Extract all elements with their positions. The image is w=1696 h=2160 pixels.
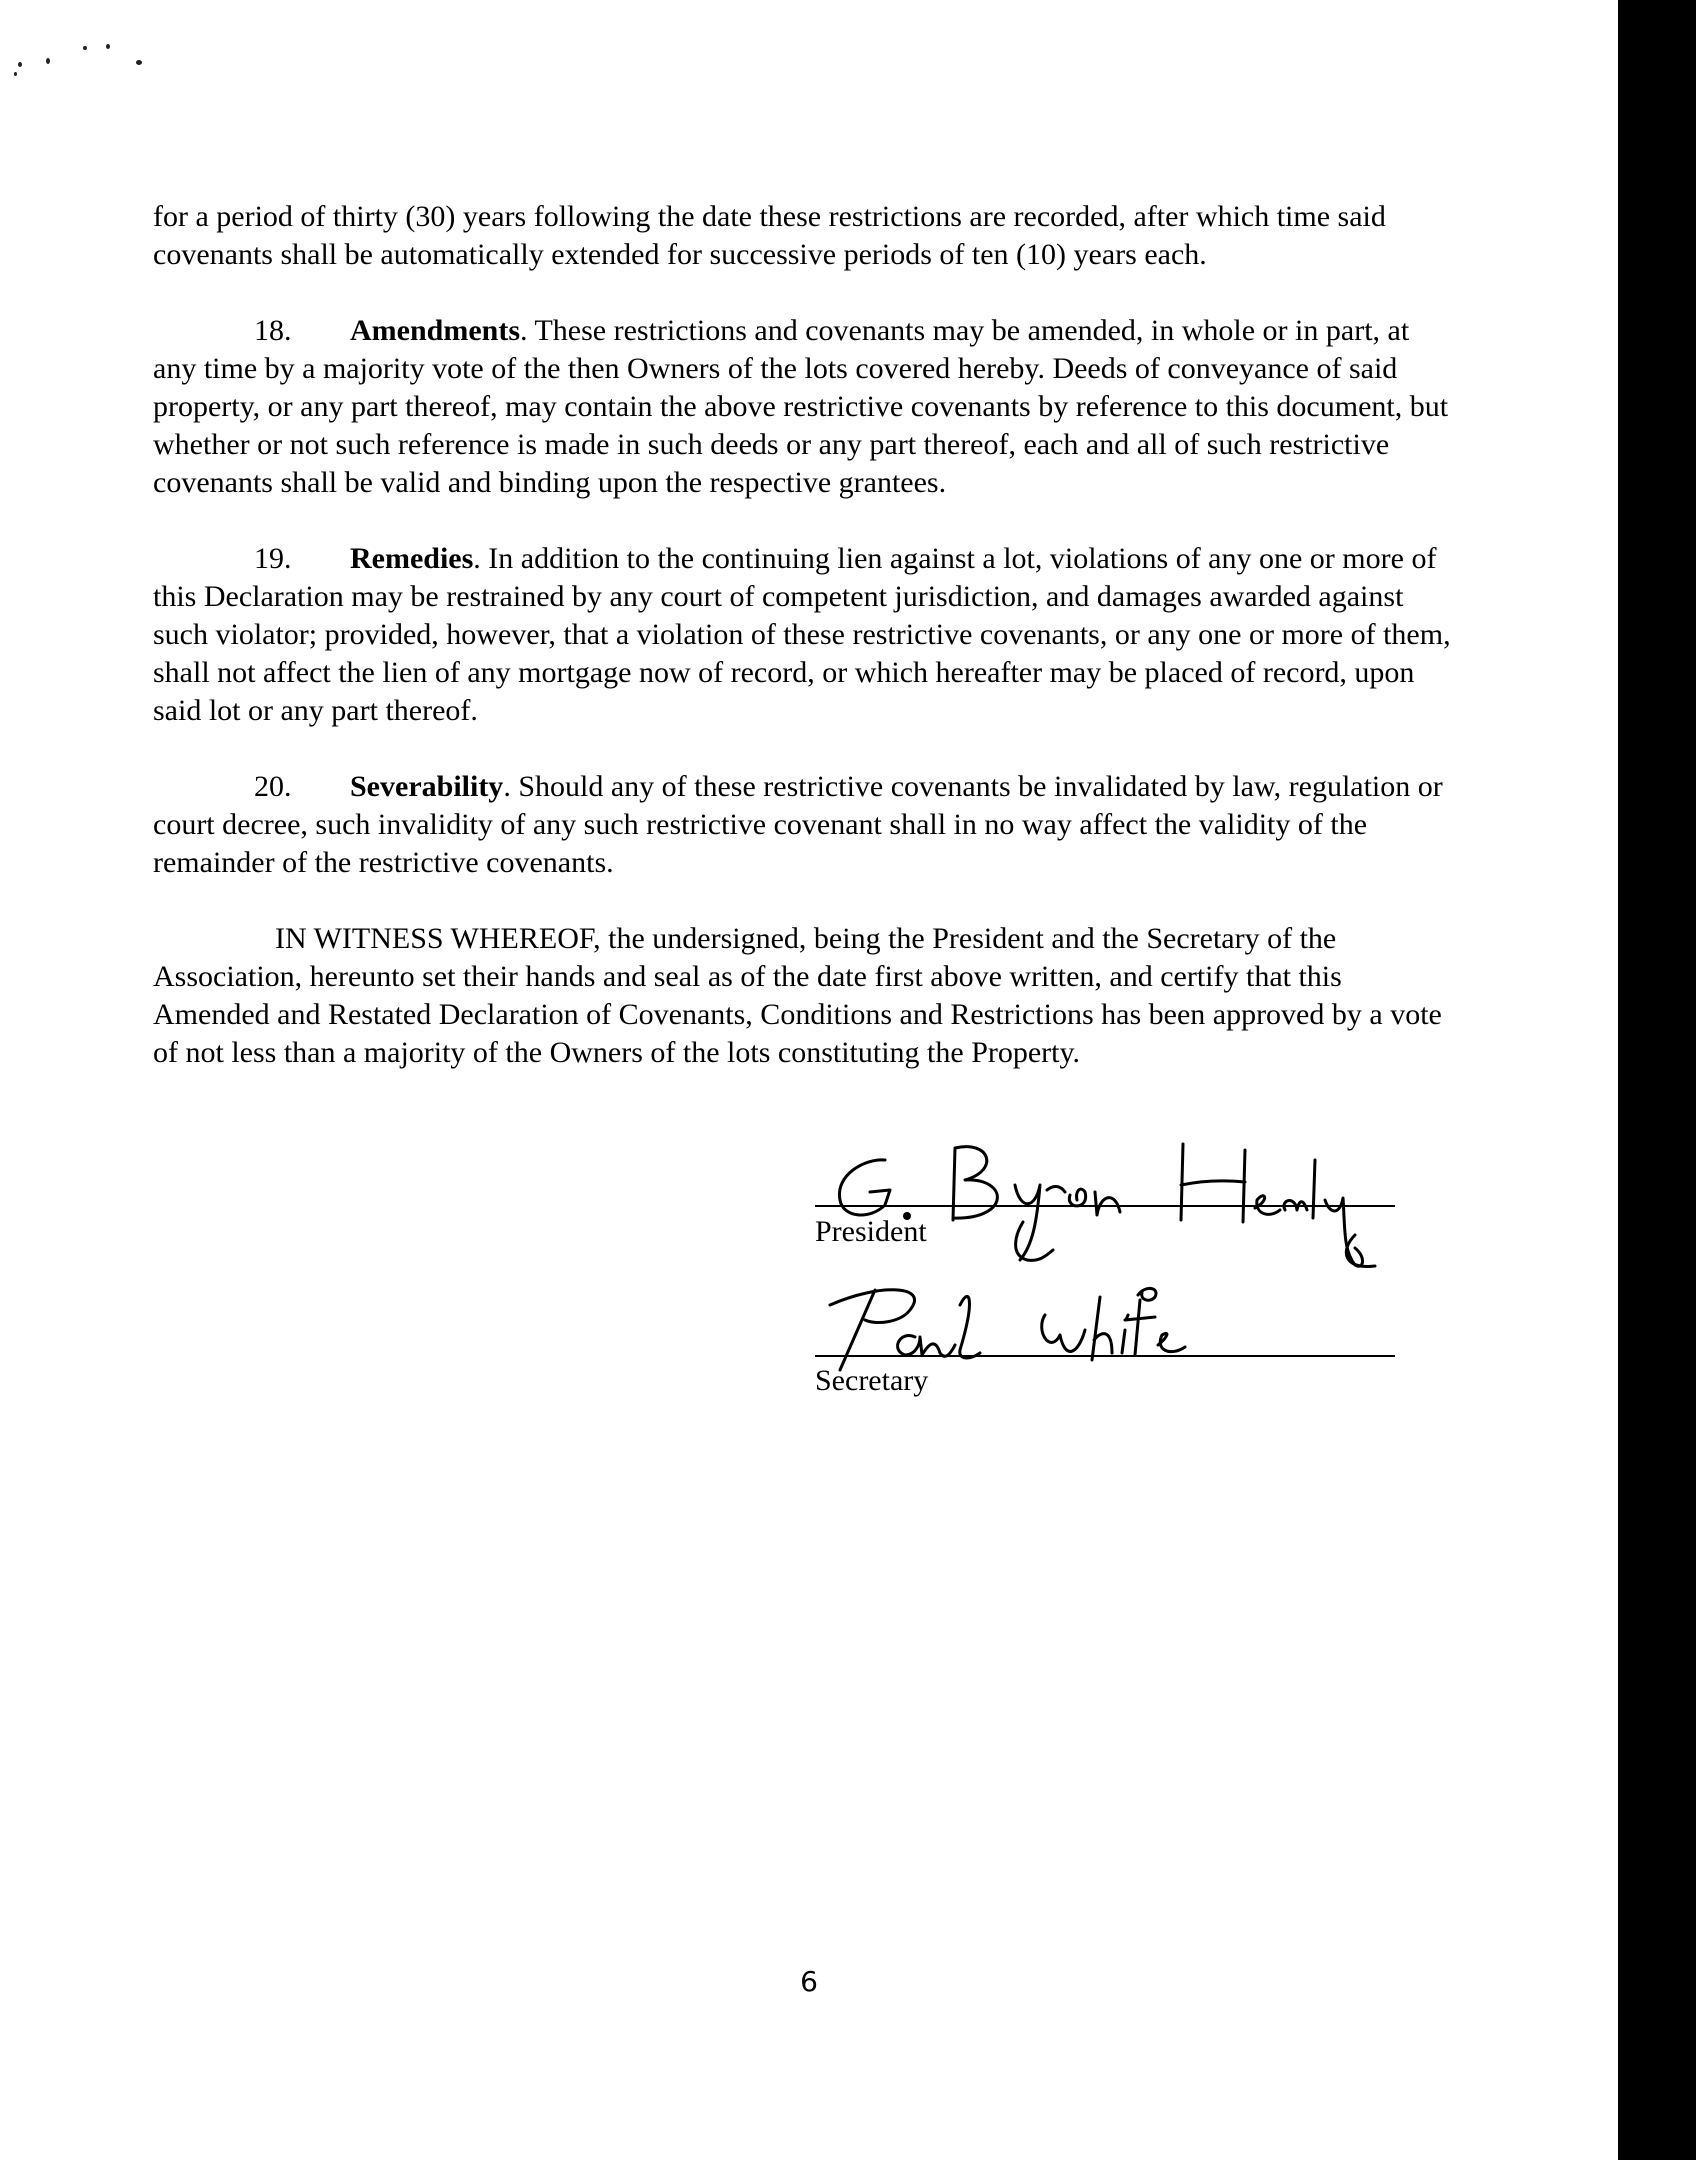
scan-specks <box>8 38 158 88</box>
section-heading: Remedies <box>350 542 474 575</box>
page-number: 6 <box>800 1965 818 1998</box>
document-body <box>153 198 1453 1110</box>
section-18 <box>153 312 1453 502</box>
section-text: . Should any of these restrictive covenants be invalidated by law, regulation or court decree, such invalidity of any such restrictive covenant shall in no way affect the validity of the remainder of the restrictive covenants. <box>153 770 1443 879</box>
section-text: . These restrictions and covenants may be amended, in whole or in part, at any time by a majority vote of the then Owners of the lots covered hereby. Deeds of conveyance of said property, or any part thereof, may contain the above restrictive covenants by reference to this document, but whether or not such reference is made in such deeds or any part thereof, each and all of such restrictive covenants shall be valid and binding upon the respective grantees. <box>153 314 1449 499</box>
president-signature-line <box>815 1205 1395 1207</box>
witness-paragraph: IN WITNESS WHEREOF, the undersigned, being the President and the Secretary of the Association, hereunto set their hands and seal as of the date first above written, and certify that this Amended and Restated Declaration of Covenants, Conditions and Restrictions has been approved by a vote of not less than a majority of the Owners of the lots constituting the Property. <box>153 922 1442 1069</box>
president-signature-block <box>815 1130 1395 1260</box>
section-text: . In addition to the continuing lien against a lot, violations of any one or more of this Declaration may be restrained by any court of competent jurisdiction, and damages awarded against such violator; provided, however, that a violation of these restrictive covenants, or any one or more of them, shall not affect the lien of any mortgage now of record, or which hereafter may be placed of record, upon said lot or any part thereof. <box>153 542 1451 727</box>
section-heading: Severability <box>350 770 504 803</box>
secretary-signature-line <box>815 1355 1395 1357</box>
section-heading: Amendments <box>350 314 520 347</box>
section-number: 18. <box>254 314 292 347</box>
president-signature <box>815 1130 1435 1275</box>
scan-edge-bar <box>1618 0 1696 2160</box>
section-number: 20. <box>254 770 292 803</box>
secretary-label: Secretary <box>815 1364 929 1397</box>
president-label: President <box>815 1215 927 1248</box>
continuation-paragraph: for a period of thirty (30) years following the date these restrictions are recorded, after which time said covenants shall be automatically extended for successive periods of ten (10) years each. <box>153 200 1386 271</box>
section-20 <box>153 768 1453 882</box>
section-19 <box>153 540 1453 730</box>
secretary-signature-block <box>815 1275 1395 1405</box>
section-number: 19. <box>254 542 292 575</box>
